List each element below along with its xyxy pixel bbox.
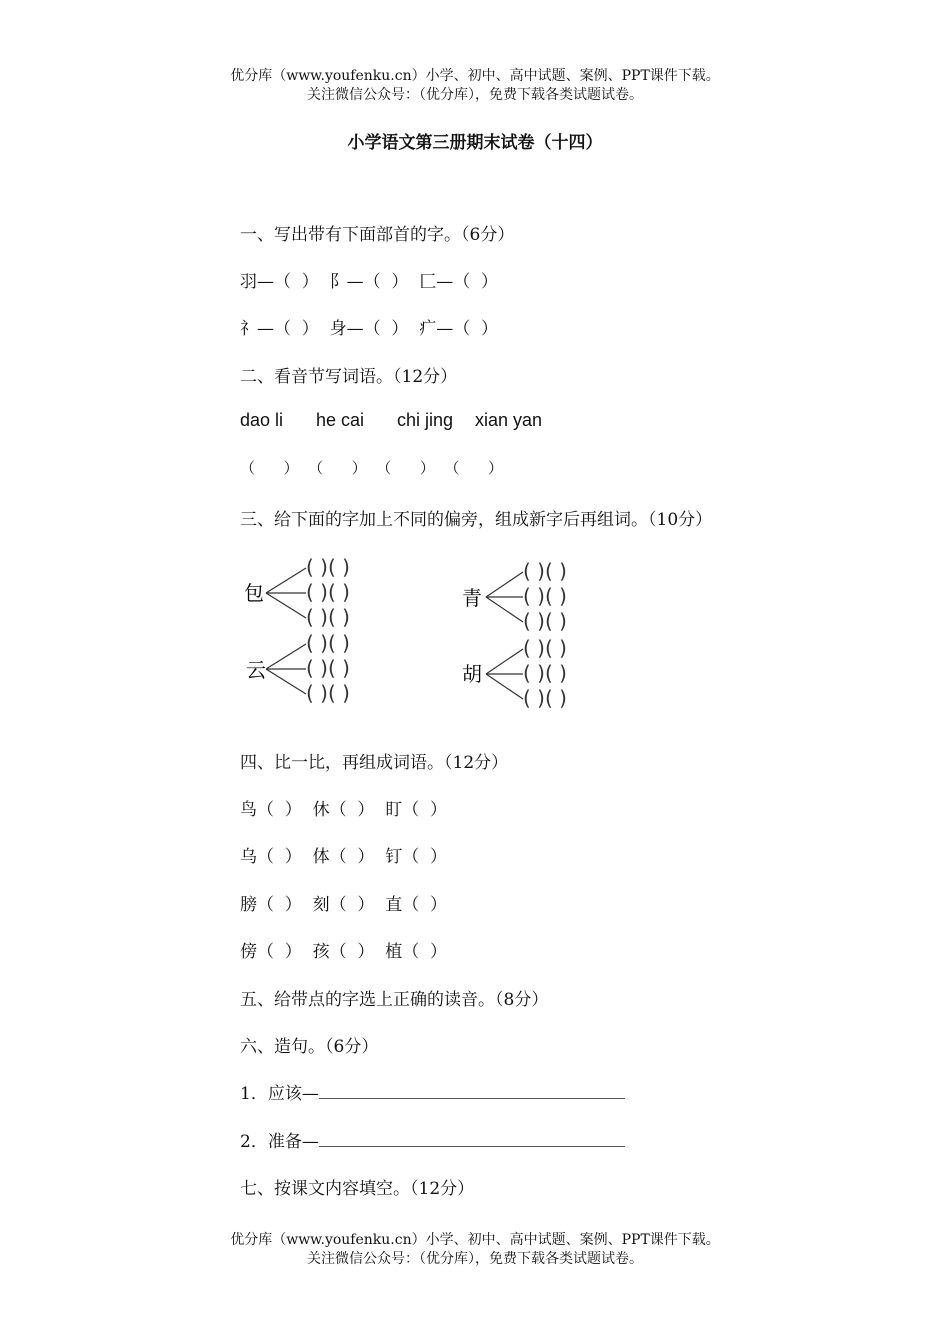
- q3-bracket: ( )( ): [523, 686, 567, 710]
- q2-pinyin-2: he cai: [316, 410, 365, 430]
- q3-bracket: ( )( ): [306, 656, 350, 680]
- q2-heading: 二、看音节写词语。（12分）: [240, 367, 458, 387]
- q3-bracket: ( )( ): [306, 605, 350, 629]
- q4-heading: 四、比一比，再组成词语。（12分）: [240, 753, 509, 773]
- q3-char-bao: 包: [244, 581, 264, 605]
- q3-char-hu: 胡: [462, 662, 482, 686]
- q6-answer-line-2[interactable]: [319, 1132, 625, 1147]
- header-line-1: 优分库（www.youfenku.cn）小学、初中、高中试题、案例、PPT课件下载。: [230, 68, 720, 84]
- q6-item-1-label: 1．应该—: [240, 1084, 319, 1104]
- q3-bracket: ( )( ): [306, 580, 350, 604]
- q3-bracket: ( )( ): [523, 661, 567, 685]
- q3-bracket: ( )( ): [523, 636, 567, 660]
- q4-row-3: 膀（ ） 刻（ ） 直（ ）: [240, 895, 448, 915]
- page-title: 小学语文第三册期末试卷（十四）: [347, 133, 603, 153]
- footer-line-1: 优分库（www.youfenku.cn）小学、初中、高中试题、案例、PPT课件下载。: [230, 1232, 720, 1248]
- q3-bracket: ( )( ): [306, 631, 350, 655]
- q3-bracket: ( )( ): [306, 681, 350, 705]
- q2-pinyin-1: dao li: [240, 410, 284, 430]
- q3-char-qing: 青: [462, 586, 482, 610]
- q6-heading: 六、造句。（6分）: [240, 1037, 379, 1057]
- header-line-2: 关注微信公众号：（优分库），免费下载各类试题试卷。: [307, 87, 643, 103]
- q3-bracket: ( )( ): [523, 559, 567, 583]
- q1-row-1: 羽—（ ） 阝—（ ） 匚—（ ）: [240, 272, 499, 292]
- q4-row-4: 傍（ ） 孩（ ） 植（ ）: [240, 942, 448, 962]
- q2-answer-blanks: （ ） （ ） （ ） （ ）: [240, 459, 504, 477]
- q3-radical-diagram: [236, 550, 666, 718]
- q4-row-2: 乌（ ） 体（ ） 钉（ ）: [240, 847, 448, 867]
- q3-bracket: ( )( ): [523, 584, 567, 608]
- q4-row-1: 鸟（ ） 休（ ） 盯（ ）: [240, 800, 448, 820]
- q6-item-1: [240, 1079, 625, 1104]
- q5-heading: 五、给带点的字选上正确的读音。（8分）: [240, 990, 549, 1010]
- q2-pinyin-3: chi jing: [397, 410, 454, 430]
- q3-bracket: ( )( ): [306, 555, 350, 579]
- q2-pinyin-4: xian yan: [475, 410, 543, 430]
- footer-line-2: 关注微信公众号：（优分库），免费下载各类试题试卷。: [307, 1251, 643, 1267]
- q6-item-2-label: 2．准备—: [240, 1132, 319, 1152]
- q1-heading: 一、写出带有下面部首的字。（6分）: [240, 225, 515, 245]
- q1-row-2: 礻—（ ） 身—（ ） 疒—（ ）: [240, 319, 499, 339]
- q6-item-2: [240, 1127, 625, 1152]
- q6-answer-line-1[interactable]: [319, 1084, 625, 1099]
- q3-char-yun: 云: [246, 658, 266, 682]
- q3-bracket: ( )( ): [523, 609, 567, 633]
- q3-heading: 三、给下面的字加上不同的偏旁，组成新字后再组词。（10分）: [240, 510, 713, 530]
- q7-heading: 七、按课文内容填空。（12分）: [240, 1179, 475, 1199]
